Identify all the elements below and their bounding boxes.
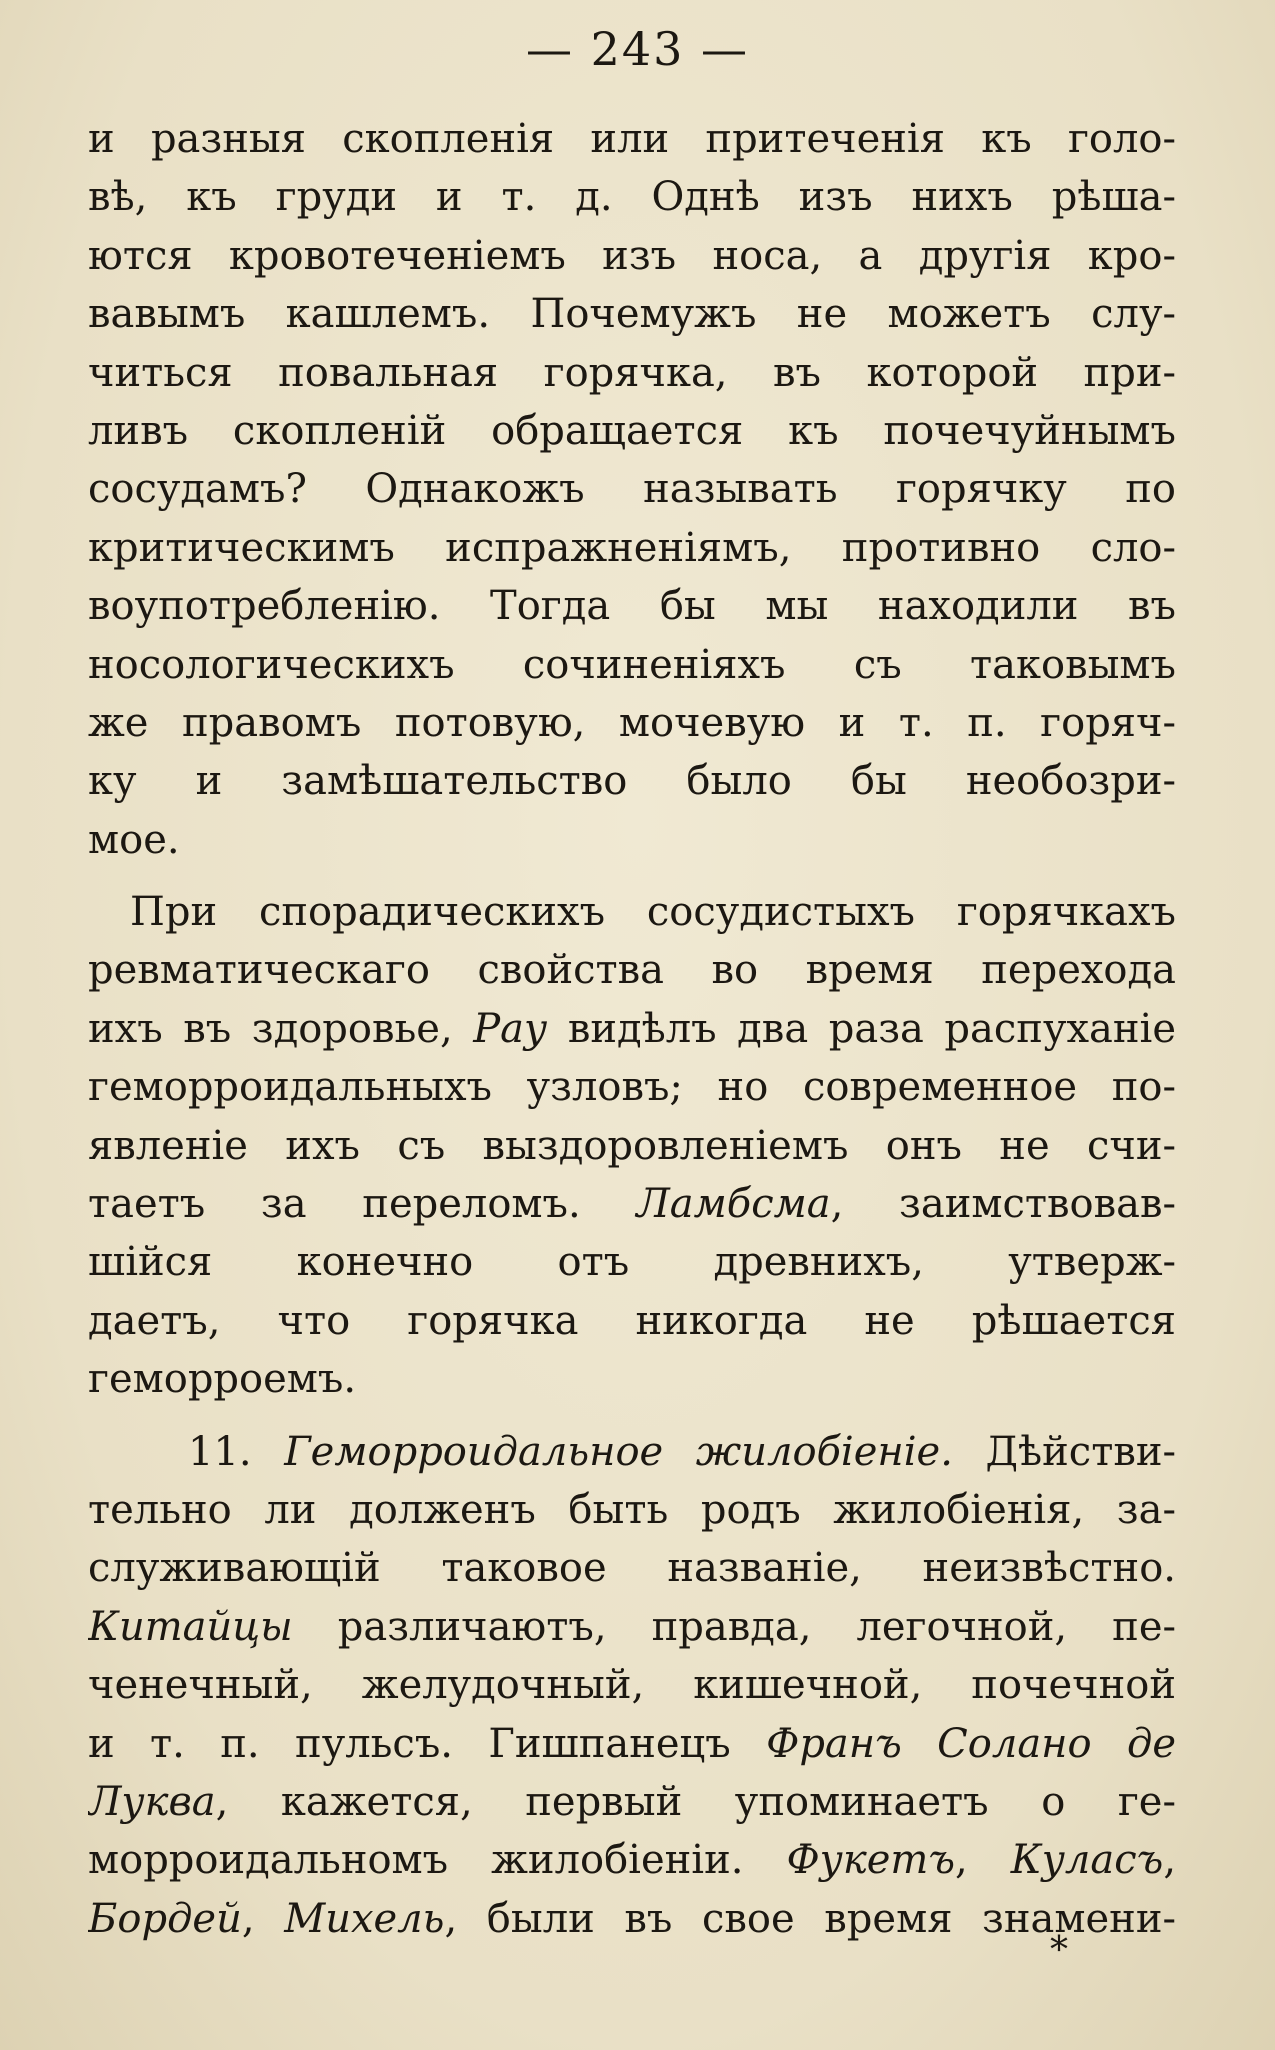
text-line: явленіе ихъ съ выздоровленіемъ онъ не счи- (88, 1122, 1176, 1169)
text-line: ревматическаго свойства во время перехода (88, 947, 1176, 994)
page-text (88, 110, 1176, 1948)
text-line: морроидальномъ жилобіеніи. Фукетъ, Куласъ, (88, 1837, 1176, 1884)
text-line: даетъ, что горячка никогда не рѣшается (88, 1297, 1176, 1344)
text-line: ихъ въ здоровье, Рау видѣлъ два раза распуханіе (88, 1005, 1176, 1052)
author-name: Фукетъ (786, 1837, 956, 1884)
text-line: воупотребленію. Тогда бы мы находили въ (88, 583, 1176, 630)
text-line: и т. п. пульсъ. Гишпанецъ Франъ Солано де (88, 1720, 1176, 1767)
text-line: ченечный, желудочный, кишечной, почечной (88, 1662, 1176, 1709)
page-number: — 243 — (525, 22, 750, 76)
text-line: шійся конечно отъ древнихъ, утверж- (88, 1239, 1176, 1286)
text-line: критическимъ испражненіямъ, противно сло- (88, 524, 1176, 571)
text-line: ются кровотеченіемъ изъ носа, а другія кро- (88, 232, 1176, 279)
text-line: 11. Геморроидальное жилобіеніе. Дѣйстви- (188, 1428, 1176, 1475)
signature-mark: * (1050, 1930, 1068, 1971)
author-name: Куласъ (1010, 1837, 1164, 1884)
text-line: же правомъ потовую, мочевую и т. п. горяч- (88, 699, 1176, 746)
text-line: геморроемъ. (88, 1356, 357, 1403)
text-line: вавымъ кашлемъ. Почемужъ не можетъ слу- (88, 291, 1176, 338)
text-line: служивающій таковое названіе, неизвѣстно. (88, 1545, 1176, 1592)
text-line: При спорадическихъ сосудистыхъ горячкахъ (130, 889, 1176, 936)
author-name: Франъ Солано де (766, 1720, 1176, 1767)
text-line: Луква, кажется, первый упоминаетъ о ге- (88, 1778, 1176, 1825)
text-line: и разныя скопленія или притеченія къ голо- (88, 116, 1176, 162)
section-number: 11. (188, 1428, 252, 1475)
text-line: сосудамъ? Однакожъ называть горячку по (88, 466, 1176, 513)
text-line: читься повальная горячка, въ которой при- (88, 349, 1176, 396)
text-line: Китайцы различаютъ, правда, легочной, пе- (88, 1603, 1176, 1650)
text-line: тельно ли долженъ быть родъ жилобіенія, за- (88, 1486, 1176, 1533)
paragraph-2 (88, 883, 1176, 1409)
author-name: Михель (284, 1895, 445, 1942)
text-line: вѣ, къ груди и т. д. Однѣ изъ нихъ рѣша- (88, 174, 1176, 221)
paragraph-3 (88, 1423, 1176, 1949)
author-name: Рау (473, 1005, 548, 1052)
author-name: Луква (88, 1778, 216, 1825)
text-line: носологическихъ сочиненіяхъ съ таковымъ (88, 641, 1176, 688)
text-line: Бордей, Михель, были въ свое время знамени- (88, 1895, 1176, 1942)
text-line: ливъ скопленій обращается къ почечуйнымъ (88, 407, 1176, 454)
author-name: Ламбсма (636, 1181, 831, 1228)
author-name: Китайцы (88, 1603, 293, 1650)
text-line: мое. (88, 816, 180, 863)
text-line: ку и замѣшательство было бы необозри- (88, 758, 1176, 805)
paragraph-1 (88, 110, 1176, 869)
text-line: таетъ за переломъ. Ламбсма, заимствовав- (88, 1181, 1176, 1228)
text-line: геморроидальныхъ узловъ; но современное по- (88, 1064, 1176, 1111)
author-name: Бордей (88, 1895, 242, 1942)
section-title: Геморроидальное жилобіеніе. (284, 1428, 953, 1475)
